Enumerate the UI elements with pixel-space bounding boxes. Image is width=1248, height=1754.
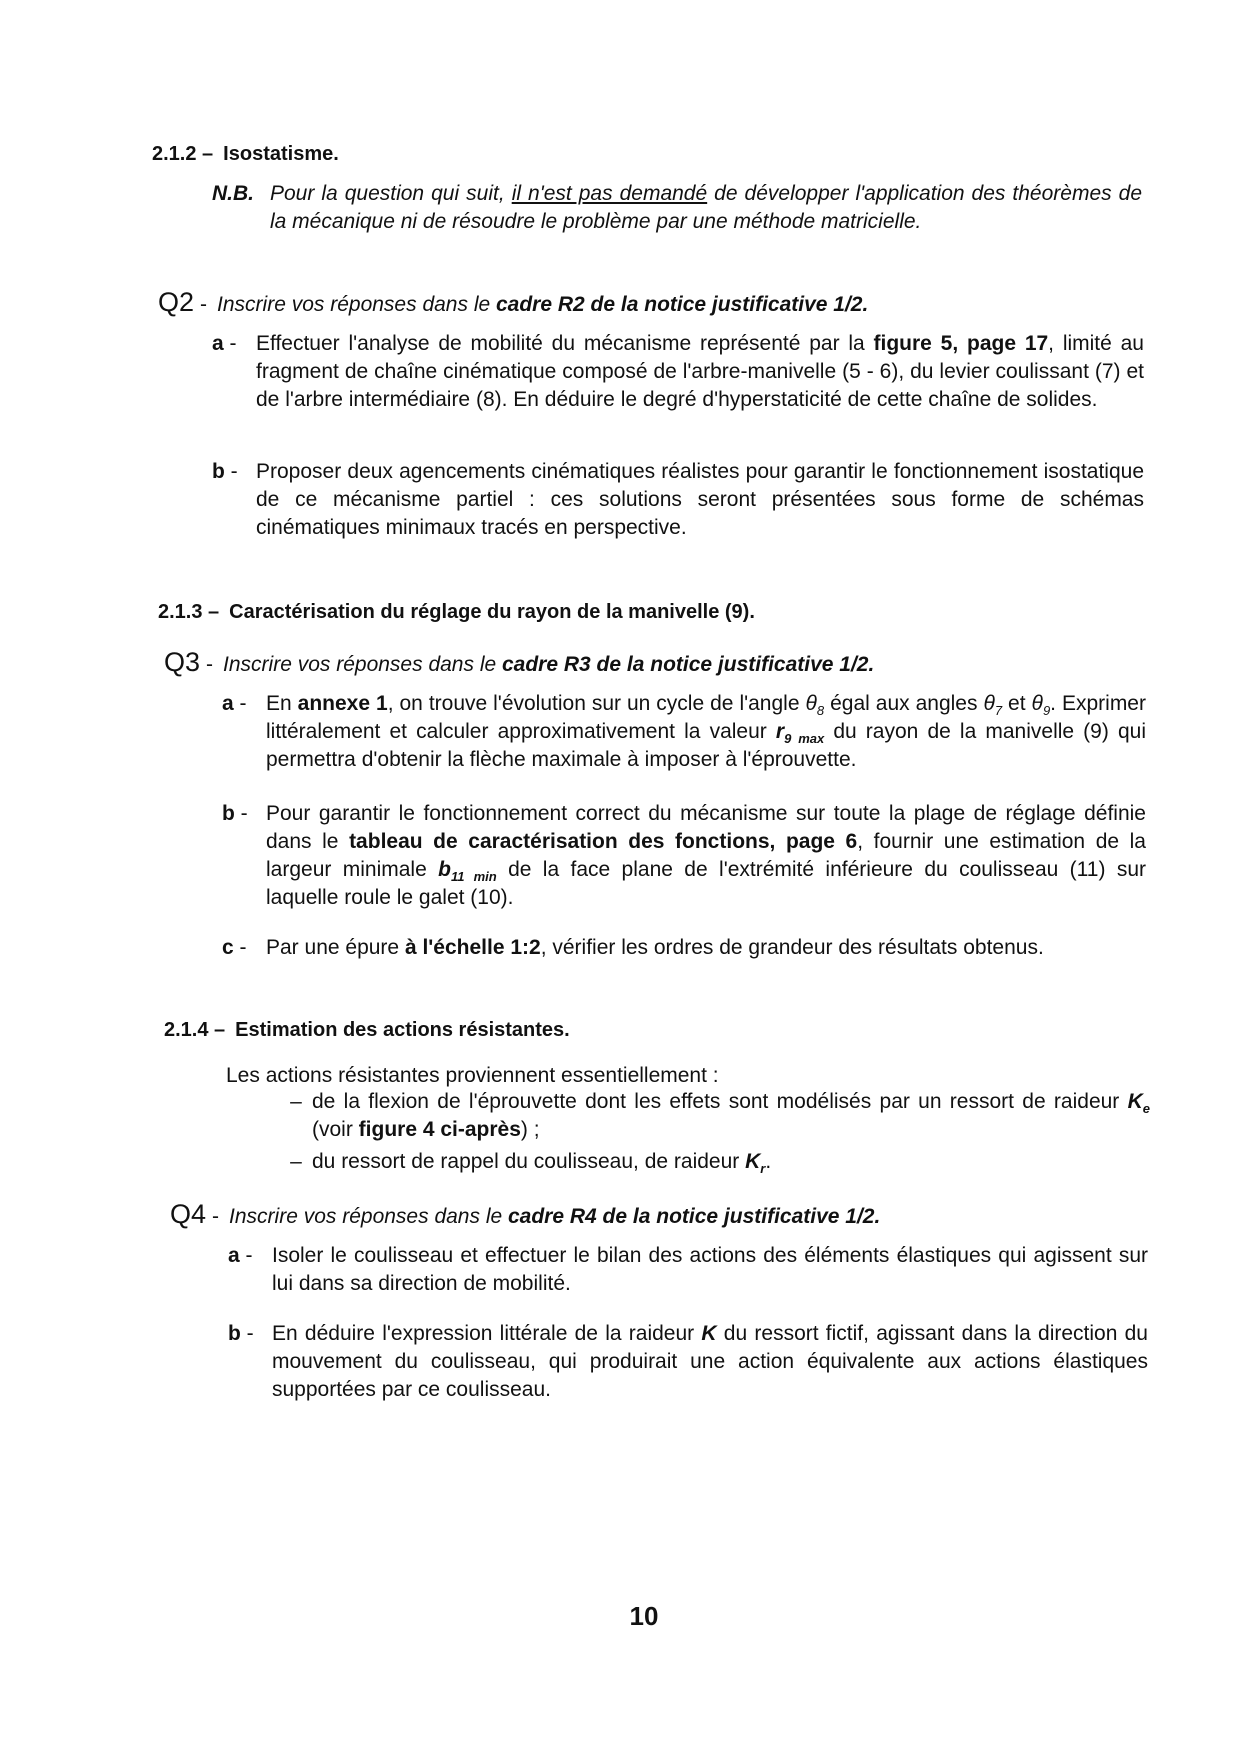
q3c-text-1: Par une épure [266, 936, 405, 959]
question-dash: - [200, 293, 208, 316]
action-1-text-2: (voir [312, 1118, 359, 1141]
q3a-text-3: égal aux angles [824, 692, 984, 715]
item-letter: b [222, 802, 235, 825]
q4-item-a [228, 1242, 1148, 1298]
section-number: 2.1.4 – [164, 1019, 226, 1041]
actions-list [280, 1088, 1150, 1176]
item-label: b - [228, 1322, 254, 1345]
q4-item-b [228, 1320, 1148, 1404]
item-letter: a [212, 332, 224, 355]
item-label: c - [222, 936, 247, 959]
question-number: Q2 [158, 287, 195, 317]
section-2-1-2-heading [152, 140, 339, 168]
section-number: 2.1.3 – [158, 601, 220, 623]
question-frame: cadre R4 de la notice justificative 1/2. [508, 1205, 881, 1228]
item-letter: c [222, 936, 234, 959]
page-number: 10 [629, 1601, 659, 1631]
q2a-text-1: Effectuer l'analyse de mobilité du mécanisme représenté par la [256, 332, 874, 355]
q3b-text-2: , fournir une estimation de la largeur minimale [266, 830, 1146, 881]
section-title: Caractérisation du réglage du rayon de la manivelle (9). [229, 601, 755, 623]
theta-8: θ [805, 692, 817, 715]
q3a-text-5: . Exprimer littéralement et calculer approximativement la valeur [266, 692, 1146, 743]
theta-8-sub: 8 [816, 703, 825, 719]
section-number: 2.1.2 – [152, 143, 214, 165]
item-text [266, 690, 1146, 774]
q3b-bold-ref: tableau de caractérisation des fonctions, page 6 [349, 830, 858, 853]
question-q2-heading [158, 288, 868, 319]
theta-7: θ [983, 692, 995, 715]
section-title: Estimation des actions résistantes. [235, 1019, 570, 1041]
q2-item-b [212, 458, 1144, 542]
q4b-text-2: du ressort fictif, agissant dans la direction du mouvement du coulisseau, qui produirait une action équivalente aux actions élastiques supportées par ce coulisseau. [272, 1322, 1148, 1401]
action-2-text: du ressort de rappel du coulisseau, de raideur [312, 1150, 746, 1173]
figure-4-ref: figure 4 ci-après [358, 1118, 521, 1141]
q3b-text-3: de la face plane de l'extrémité inférieure du coulisseau (11) sur laquelle roule le galet (10). [266, 858, 1146, 909]
theta-9: θ [1031, 692, 1043, 715]
actions-intro: Les actions résistantes proviennent essentiellement : [226, 1064, 719, 1087]
question-q3-heading [164, 648, 874, 679]
action-1-text-3: ) ; [520, 1118, 540, 1141]
section-title: Isostatisme. [223, 143, 339, 165]
q3b-text-1: Pour garantir le fonctionnement correct du mécanisme sur toute la plage de réglage définie dans le [266, 802, 1146, 853]
bullet-dash: – [290, 1150, 302, 1173]
ke-sub: e [1142, 1101, 1150, 1117]
item-label: a - [222, 692, 247, 715]
item-label: a - [212, 332, 237, 355]
q3c-text-2: , vérifier les ordres de grandeur des résultats obtenus. [540, 936, 1044, 959]
q2a-bold-ref: figure 5, page 17 [873, 332, 1049, 355]
r9max-sub: 9 max [784, 731, 825, 747]
question-number: Q4 [170, 1199, 207, 1229]
section-2-1-3-heading [158, 598, 755, 626]
nota-bene [212, 180, 1142, 236]
list-item [280, 1148, 1150, 1176]
nb-text-1: Pour la question qui suit, [270, 182, 512, 205]
r9max-var: r [775, 720, 785, 743]
question-number: Q3 [164, 647, 201, 677]
q3-item-b [222, 800, 1146, 912]
action-2-text-2: . [765, 1150, 772, 1173]
question-frame: cadre R2 de la notice justificative 1/2. [496, 293, 869, 316]
q4b-text-1: En déduire l'expression littérale de la raideur [272, 1322, 702, 1345]
list-item-text [312, 1148, 771, 1176]
item-label: a - [228, 1244, 253, 1267]
q3a-text-6: du rayon de la manivelle (9) qui permettra d'obtenir la flèche maximale à imposer à l'éprouvette. [266, 720, 1146, 771]
nb-text-2: de développer l'application des théorèmes de la mécanique ni de résoudre le problème par une méthode matricielle. [270, 182, 1143, 233]
item-text: Isoler le coulisseau et effectuer le bilan des actions des éléments élastiques qui agissent sur lui dans sa direction de mobilité. [272, 1244, 1148, 1295]
item-letter: b [212, 460, 225, 483]
item-label: b - [212, 460, 238, 483]
item-letter: b [228, 1322, 241, 1345]
bullet-dash: – [290, 1090, 302, 1113]
item-label: b - [222, 802, 248, 825]
item-text [272, 1320, 1148, 1404]
question-q4-heading [170, 1200, 880, 1231]
b11min-sub: 11 min [450, 869, 497, 885]
section-2-1-4-heading [164, 1016, 570, 1044]
action-1-text: de la flexion de l'éprouvette dont les effets sont modélisés par un ressort de raideur [312, 1090, 1128, 1113]
question-intro: Inscrire vos réponses dans le [223, 653, 502, 676]
list-item [280, 1088, 1150, 1144]
theta-9-sub: 9 [1042, 703, 1051, 719]
q3c-bold-ref: à l'échelle 1:2 [404, 936, 541, 959]
nota-bene-label: N.B. [212, 182, 254, 205]
question-intro: Inscrire vos réponses dans le [229, 1205, 508, 1228]
q3-item-a [222, 690, 1146, 774]
q2-item-a [212, 330, 1144, 414]
question-dash: - [206, 653, 214, 676]
item-text [266, 934, 1044, 962]
item-letter: a [228, 1244, 240, 1267]
list-item-text [312, 1088, 1150, 1144]
q3a-text-2: , on trouve l'évolution sur un cycle de l'angle [387, 692, 806, 715]
b11min-var: b [438, 858, 451, 881]
kr-sub: r [760, 1161, 766, 1177]
q3a-bold-ref: annexe 1 [297, 692, 388, 715]
item-text: Proposer deux agencements cinématiques réalistes pour garantir le fonctionnement isostatique de ce mécanisme partiel : ces solutions seront présentées sous forme de schémas cinématiques minimaux tracés en perspective. [256, 460, 1144, 539]
question-frame: cadre R3 de la notice justificative 1/2. [502, 653, 875, 676]
item-text [256, 330, 1144, 414]
ke-var: K [1127, 1090, 1143, 1113]
question-intro: Inscrire vos réponses dans le [217, 293, 496, 316]
kr-var: K [745, 1150, 761, 1173]
k-var: K [701, 1322, 717, 1345]
q3a-text-4: et [1002, 692, 1032, 715]
item-text [266, 800, 1146, 912]
q2a-text-2: , limité au fragment de chaîne cinématique composé de l'arbre-manivelle (5 - 6), du levier coulissant (7) et de l'arbre intermédiaire (8). En déduire le degré d'hyperstaticité de cette chaîne de solides. [256, 332, 1144, 411]
question-dash: - [212, 1205, 220, 1228]
theta-7-sub: 7 [994, 703, 1003, 719]
item-letter: a [222, 692, 234, 715]
q3-item-c [222, 934, 1146, 962]
nota-bene-text [270, 180, 1142, 236]
nb-underlined-text: il n'est pas demandé [511, 182, 708, 205]
q3a-text-1: En [266, 692, 298, 715]
